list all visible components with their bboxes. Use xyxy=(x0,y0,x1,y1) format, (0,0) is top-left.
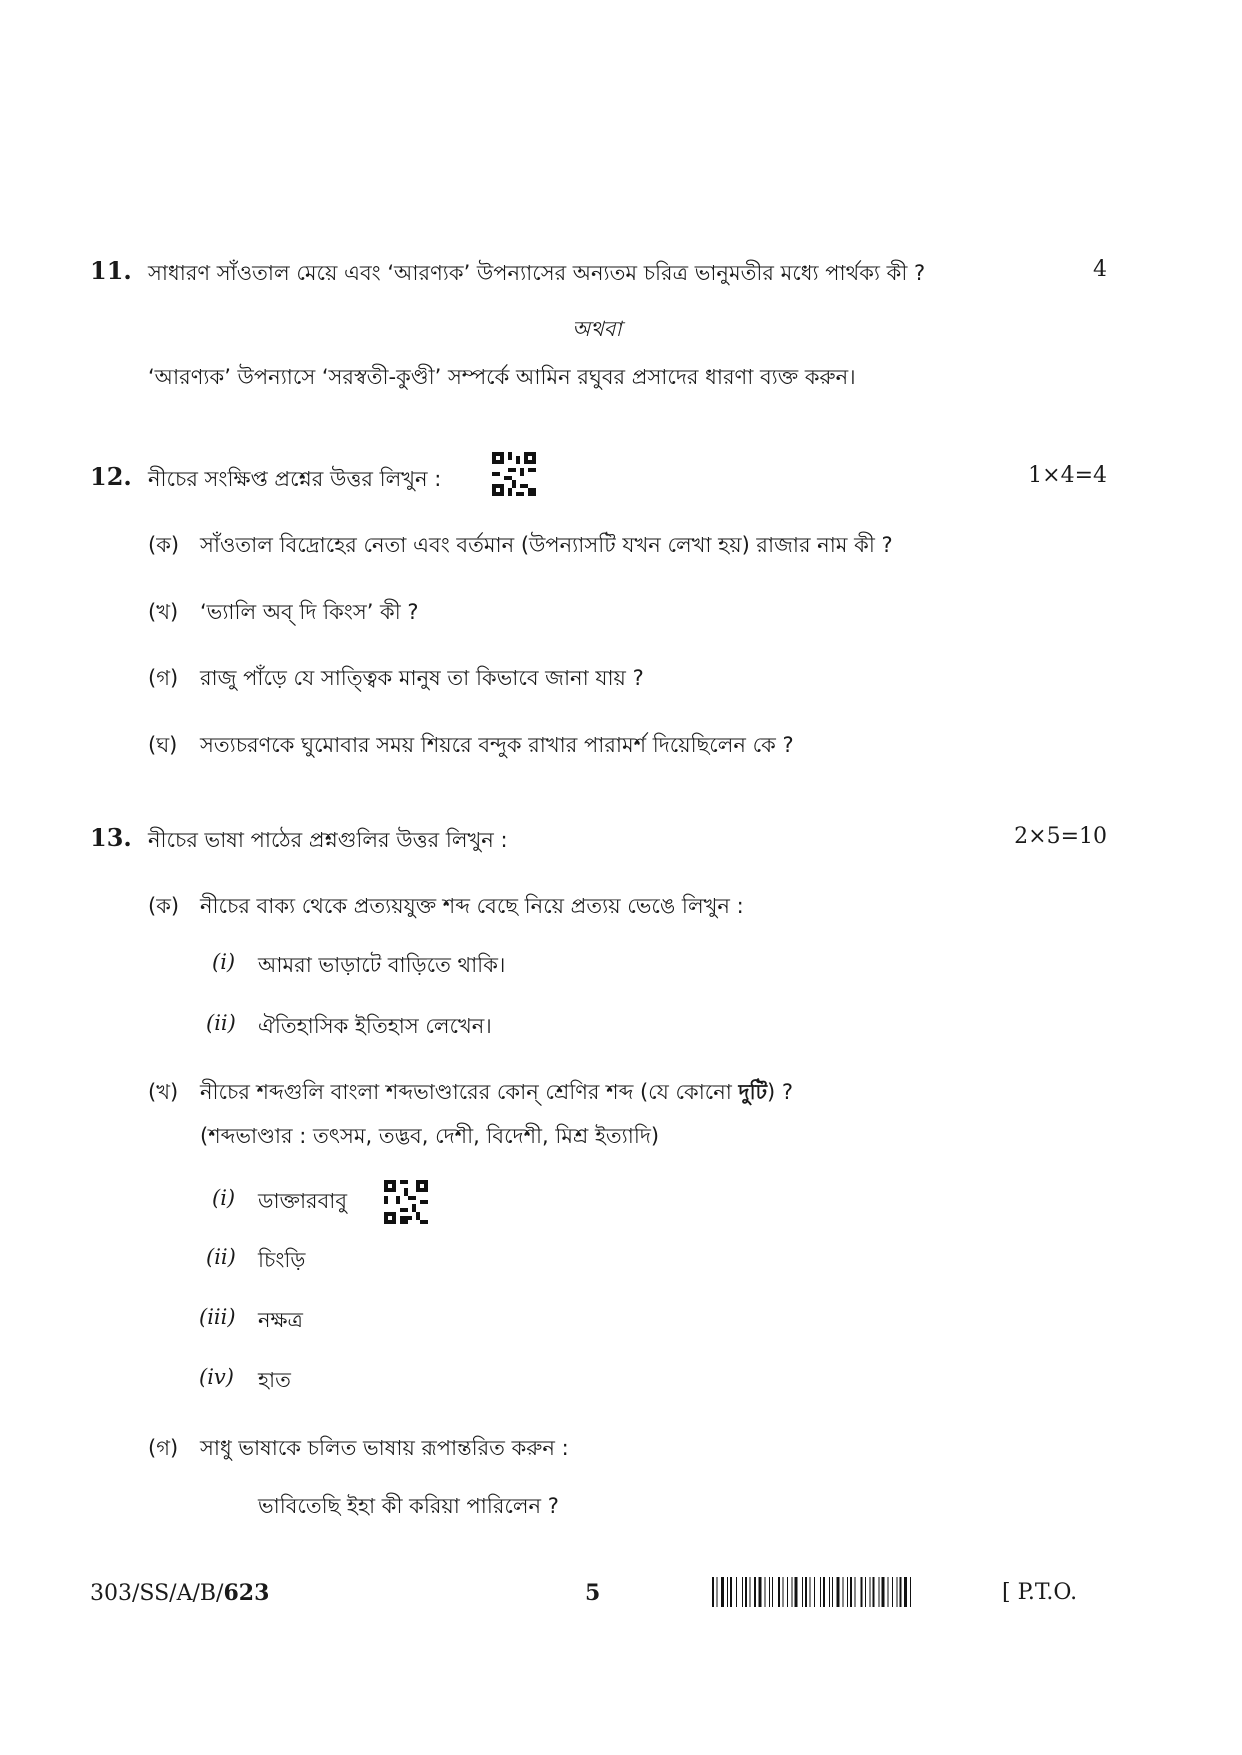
q13a-item-num: (i) xyxy=(212,950,236,974)
q13b-item-text: হাত xyxy=(258,1368,291,1392)
qr-code-icon xyxy=(384,1180,428,1224)
q12-part-label: (গ) xyxy=(148,666,179,690)
q13b-text-start: নীচের শব্দগুলি বাংলা শব্দভাণ্ডারের কোন্ শ্রেণির শব্দ (যে কোনো xyxy=(200,1080,739,1104)
q11-marks: 4 xyxy=(1093,257,1107,282)
q13b-note: (শব্দভাণ্ডার : তৎসম, তদ্ভব, দেশী, বিদেশী, মিশ্র ইত্যাদি) xyxy=(200,1124,660,1148)
q13-marks: 2×5=10 xyxy=(1014,824,1107,849)
q13a-label: (ক) xyxy=(148,894,180,918)
q13b-item-text: ডাক্তারবাবু xyxy=(258,1189,348,1213)
q11-or: অথবা xyxy=(572,317,622,341)
paper-code-bold: 623 xyxy=(223,1580,270,1606)
q11-alt-text: ‘আরণ্যক’ উপন্যাসে ‘সরস্বতী-কুণ্ডী’ সম্পর্কে আমিন রঘুবর প্রসাদের ধারণা ব্যক্ত করুন। xyxy=(148,365,856,389)
q13c-label: (গ) xyxy=(148,1436,179,1460)
qr-code-icon xyxy=(492,452,536,496)
q13b-item-num: (ii) xyxy=(206,1245,236,1269)
q12-part-text: সাঁওতাল বিদ্রোহের নেতা এবং বর্তমান (উপন্যাসটি যখন লেখা হয়) রাজার নাম কী ? xyxy=(200,533,893,557)
pto-label: [ P.T.O. xyxy=(1002,1580,1078,1605)
q12-part-label: (ঘ) xyxy=(148,733,178,757)
q13-text: নীচের ভাষা পাঠের প্রশ্নগুলির উত্তর লিখুন : xyxy=(148,828,508,852)
q13c-sentence: ভাবিতেছি ইহা কী করিয়া পারিলেন ? xyxy=(258,1494,559,1518)
q13a-item-num: (ii) xyxy=(206,1011,236,1035)
page-number: 5 xyxy=(585,1580,601,1606)
q13b-label: (খ) xyxy=(148,1080,179,1104)
q12-part-text: সত্যচরণকে ঘুমোবার সময় শিয়রে বন্দুক রাখার পারামর্শ দিয়েছিলেন কে ? xyxy=(200,733,794,757)
q12-part-text: ‘ভ্যালি অব্ দি কিংস’ কী ? xyxy=(200,600,419,624)
q13b-item-text: চিংড়ি xyxy=(258,1248,306,1272)
paper-code xyxy=(90,1580,269,1606)
q13a-text: নীচের বাক্য থেকে প্রত্যয়যুক্ত শব্দ বেছে নিয়ে প্রত্যয় ভেঙে লিখুন : xyxy=(200,894,744,918)
q13b-item-num: (iv) xyxy=(199,1365,234,1389)
q13a-item-text: আমরা ভাড়াটে বাড়িতে থাকি। xyxy=(258,953,506,977)
q13b-text xyxy=(200,1076,793,1111)
q13b-item-num: (i) xyxy=(212,1186,236,1210)
q13c-text: সাধু ভাষাকে চলিত ভাষায় রূপান্তরিত করুন : xyxy=(200,1436,569,1460)
q12-text: নীচের সংক্ষিপ্ত প্রশ্নের উত্তর লিখুন : xyxy=(148,467,442,491)
q13-number: 13. xyxy=(90,823,132,852)
barcode xyxy=(712,1577,988,1607)
q13b-text-end: ) ? xyxy=(767,1080,794,1104)
q12-part-text: রাজু পাঁড়ে যে সাত্ত্বিক মানুষ তা কিভাবে জানা যায় ? xyxy=(200,666,644,690)
q12-number: 12. xyxy=(90,462,132,491)
q12-part-label: (খ) xyxy=(148,600,179,624)
q12-part-label: (ক) xyxy=(148,533,180,557)
q11-number: 11. xyxy=(90,256,132,285)
q11-text: সাধারণ সাঁওতাল মেয়ে এবং ‘আরণ্যক’ উপন্যাসের অন্যতম চরিত্র ভানুমতীর মধ্যে পার্থক্য কী ? xyxy=(148,261,926,285)
q12-marks: 1×4=4 xyxy=(1028,463,1107,488)
q13b-text-bold: দুটি xyxy=(738,1080,768,1104)
q13a-item-text: ঐতিহাসিক ইতিহাস লেখেন। xyxy=(258,1014,492,1038)
q13b-item-text: নক্ষত্র xyxy=(258,1308,303,1332)
q13b-item-num: (iii) xyxy=(199,1305,236,1329)
paper-code-prefix: 303/SS/A/B/ xyxy=(90,1581,224,1606)
